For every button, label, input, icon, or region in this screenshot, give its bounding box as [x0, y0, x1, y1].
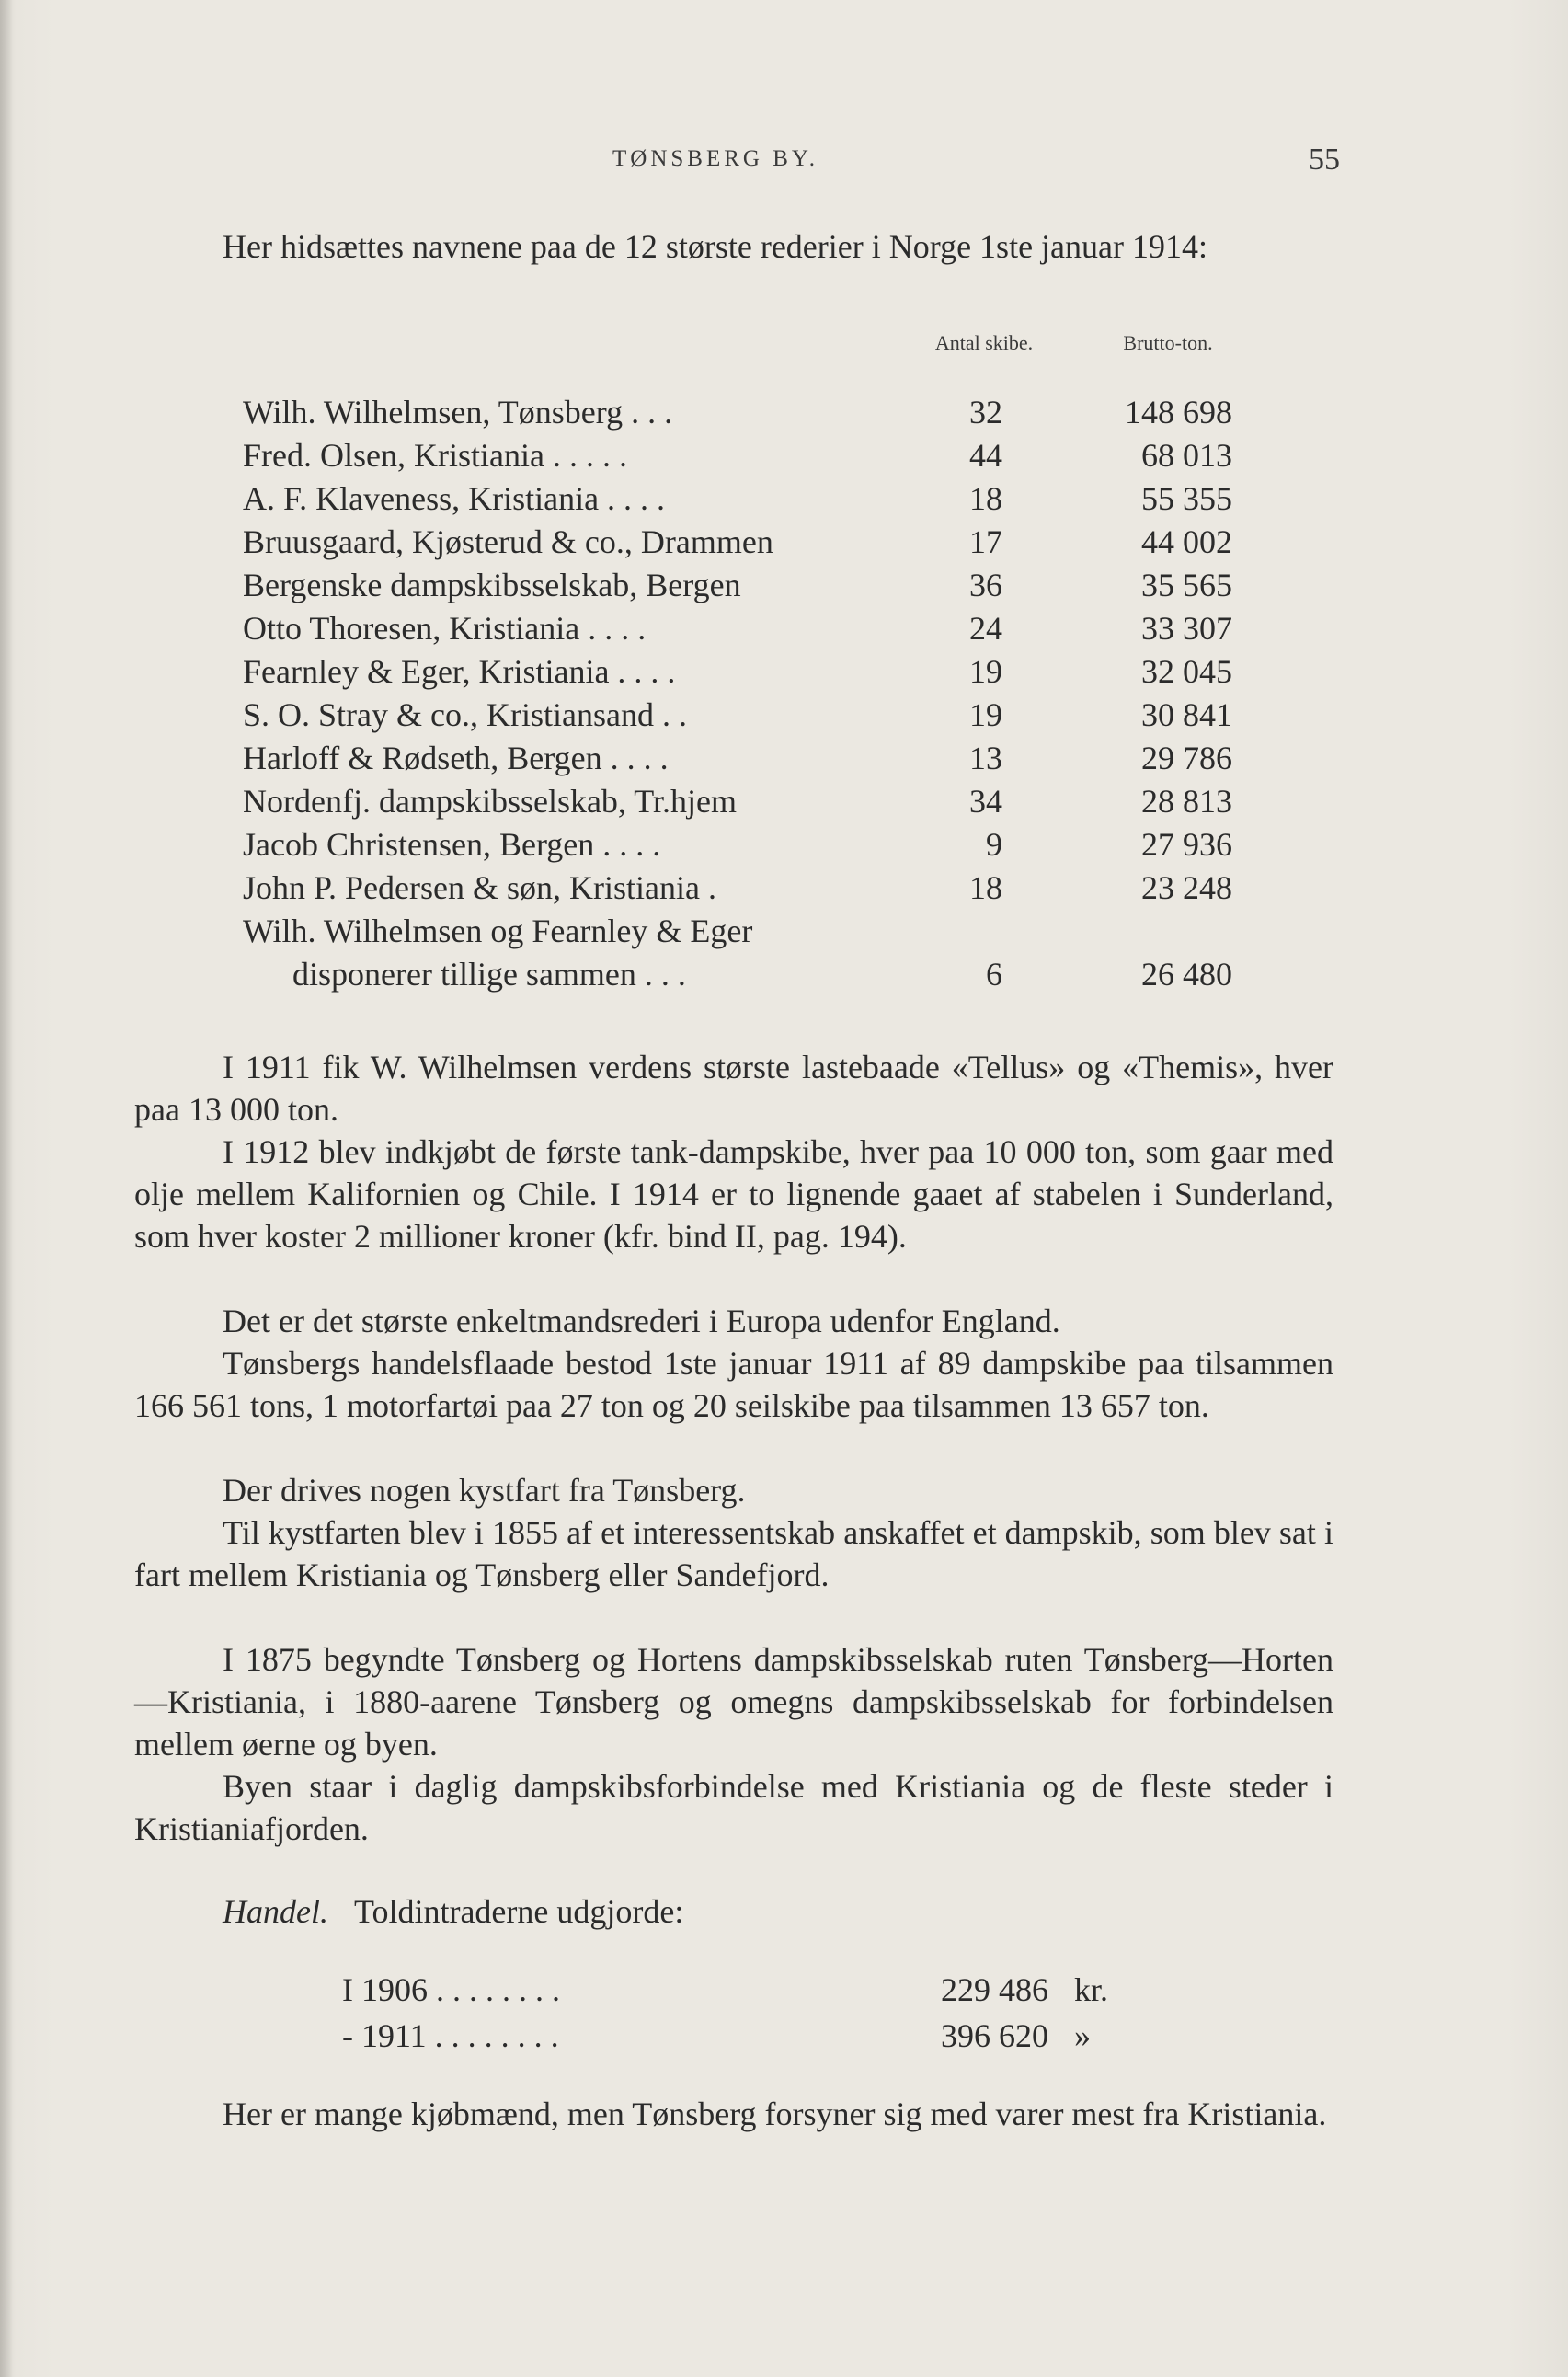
company-name: Jacob Christensen, Bergen . . . . [243, 826, 661, 863]
ship-count: 36 [969, 567, 1002, 603]
company-name: Fearnley & Eger, Kristiania . . . . [243, 653, 676, 690]
company-name: S. O. Stray & co., Kristiansand . . [243, 696, 687, 733]
customs-amount: 229 486 [941, 1971, 1048, 2008]
company-name: Bruusgaard, Kjøsterud & co., Drammen [243, 523, 773, 560]
column-header-tons: Brutto-ton. [1123, 331, 1213, 354]
paragraph: Tønsbergs handelsflaade bestod 1ste januar 1911 af 89 dampskibe paa tilsammen 166 561 tons, 1 motorfartøi paa 27 ton og 20 seilskibe paa tilsammen 13 657 ton. [134, 1345, 1333, 1424]
customs-unit: kr. [1074, 1971, 1109, 2008]
gross-tonnage: 33 307 [1141, 610, 1232, 647]
customs-row [0, 1969, 1568, 2011]
gross-tonnage: 26 480 [1141, 956, 1232, 993]
table-row [0, 910, 1568, 952]
table-row [0, 521, 1568, 563]
gross-tonnage: 68 013 [1141, 437, 1232, 474]
gross-tonnage: 148 698 [1125, 394, 1232, 431]
table-row [0, 823, 1568, 866]
customs-row [0, 2015, 1568, 2057]
table-row [0, 694, 1568, 736]
ship-count: 13 [969, 740, 1002, 776]
company-name: Harloff & Rødseth, Bergen . . . . [243, 740, 669, 776]
table-row [0, 780, 1568, 822]
gross-tonnage: 23 248 [1141, 869, 1232, 906]
paragraph: Det er det største enkeltmandsrederi i Europa udenfor England. [223, 1303, 1060, 1339]
paragraph: Til kystfarten blev i 1855 af et interessentskab anskaffet et dampskib, som blev sat i fart mellem Kristiania og Tønsberg eller Sandefjord. [134, 1514, 1333, 1593]
ship-count: 19 [969, 696, 1002, 733]
company-name: Fred. Olsen, Kristiania . . . . . [243, 437, 627, 474]
ship-count: 17 [969, 523, 1002, 560]
trade-section-heading [223, 1890, 683, 1933]
gross-tonnage: 28 813 [1141, 783, 1232, 820]
paragraph: I 1912 blev indkjøbt de første tank-dampskibe, hver paa 10 000 ton, som gaar med olje mellem Kalifornien og Chile. I 1914 er to lignende gaaet af stabelen i Sunderland, som hver koster 2 millioner kroner (kfr. bind II, pag. 194). [134, 1133, 1333, 1255]
ship-count: 18 [969, 480, 1002, 517]
trade-intro-text: Toldintraderne udgjorde: [353, 1893, 684, 1930]
table-row [0, 477, 1568, 520]
customs-year: I 1906 . . . . . . . . [342, 1971, 560, 2008]
table-header [0, 331, 1568, 386]
company-name: disponerer tillige sammen . . . [292, 956, 686, 993]
table-row [0, 434, 1568, 477]
table-row [0, 607, 1568, 649]
company-name: Wilh. Wilhelmsen og Fearnley & Eger [243, 913, 753, 949]
gross-tonnage: 55 355 [1141, 480, 1232, 517]
company-name: Otto Thoresen, Kristiania . . . . [243, 610, 647, 647]
running-title: TØNSBERG BY. [612, 146, 818, 171]
customs-unit: » [1074, 2017, 1091, 2054]
table-row [0, 737, 1568, 779]
ship-count: 19 [969, 653, 1002, 690]
table-row [0, 953, 1568, 995]
page-header [0, 143, 1568, 179]
company-name: Nordenfj. dampskibsselskab, Tr.hjem [243, 783, 737, 820]
company-name: Bergenske dampskibsselskab, Bergen [243, 567, 741, 603]
ship-count: 34 [969, 783, 1002, 820]
ship-count: 32 [969, 394, 1002, 431]
paragraph: Byen staar i daglig dampskibsforbindelse med Kristiania og de fleste steder i Kristianiafjorden. [134, 1768, 1333, 1847]
gross-tonnage: 27 936 [1141, 826, 1232, 863]
customs-year: - 1911 . . . . . . . . [342, 2017, 559, 2054]
column-header-ships: Antal skibe. [934, 331, 1034, 354]
company-name: John P. Pedersen & søn, Kristiania . [243, 869, 716, 906]
ship-count: 9 [986, 826, 1002, 863]
gross-tonnage: 30 841 [1141, 696, 1232, 733]
paragraph: Der drives nogen kystfart fra Tønsberg. [223, 1472, 746, 1509]
ship-count: 18 [969, 869, 1002, 906]
table-row [0, 564, 1568, 606]
intro-paragraph: Her hidsættes navnene paa de 12 største rederier i Norge 1ste januar 1914: [223, 228, 1207, 265]
ship-count: 44 [969, 437, 1002, 474]
company-name: Wilh. Wilhelmsen, Tønsberg . . . [243, 394, 673, 431]
trade-label: Handel. [223, 1893, 328, 1930]
customs-amount: 396 620 [941, 2017, 1048, 2054]
paragraph: I 1875 begyndte Tønsberg og Hortens dampskibsselskab ruten Tønsberg—Horten—Kristiania, i 1880-aarene Tønsberg og omegns dampskibsselskab for forbindelsen mellem øerne og byen. [134, 1641, 1333, 1763]
ship-count: 24 [969, 610, 1002, 647]
gross-tonnage: 35 565 [1141, 567, 1232, 603]
ship-count: 6 [986, 956, 1002, 993]
gross-tonnage: 32 045 [1141, 653, 1232, 690]
table-row [0, 650, 1568, 693]
page-number: 55 [1309, 143, 1340, 177]
gross-tonnage: 29 786 [1141, 740, 1232, 776]
company-name: A. F. Klaveness, Kristiania . . . . [243, 480, 666, 517]
gross-tonnage: 44 002 [1141, 523, 1232, 560]
paragraph: I 1911 fik W. Wilhelmsen verdens største lastebaade «Tellus» og «Themis», hver paa 13 000 ton. [134, 1049, 1333, 1128]
table-row [0, 867, 1568, 909]
paragraph: Her er mange kjøbmænd, men Tønsberg forsyner sig med varer mest fra Kristiania. [223, 2096, 1327, 2132]
table-row [0, 391, 1568, 433]
